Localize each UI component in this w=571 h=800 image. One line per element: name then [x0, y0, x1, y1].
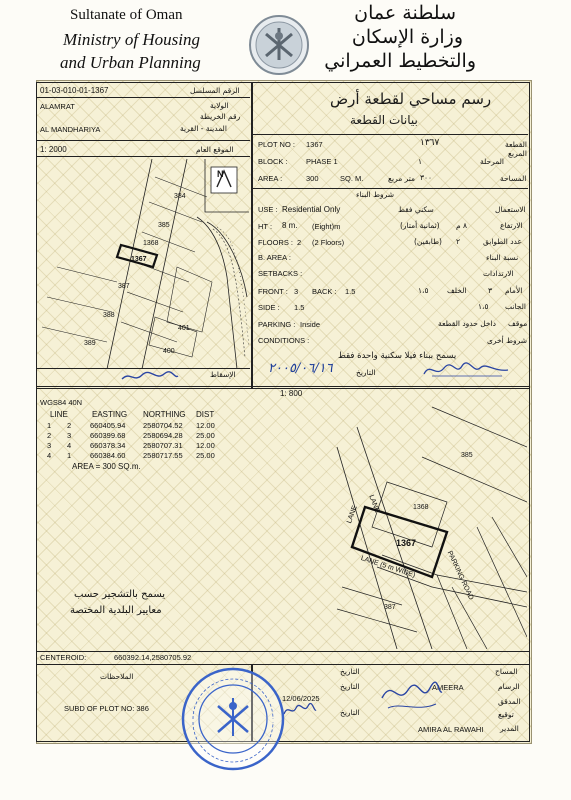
- wilayat-ar: الولاية: [210, 101, 229, 110]
- back-label: BACK :: [312, 287, 337, 296]
- side-label: SIDE :: [258, 303, 280, 312]
- building-area-ar: نسبة البناء: [486, 253, 519, 262]
- height-ar-value: ٨ م: [456, 221, 468, 230]
- height-value: 8 m.: [282, 221, 298, 230]
- director-en: AMIRA AL RAWAHI: [418, 725, 484, 734]
- date2-value: 12/06/2025: [282, 694, 320, 703]
- date3-ar: التاريخ: [340, 708, 360, 717]
- setbacks-label: SETBACKS :: [258, 269, 303, 278]
- remarks-label-ar: الملاحظات: [100, 672, 134, 681]
- oman-emblem-icon: [248, 14, 310, 76]
- floors-note: (2 Floors): [312, 238, 345, 247]
- conditions-label: CONDITIONS :: [258, 336, 310, 345]
- conditions-ar: شروط أخرى: [487, 336, 528, 345]
- centroid-value: 660392.14,2580705.92: [114, 653, 192, 662]
- serial-label-ar: الرقم المسلسل: [190, 86, 240, 95]
- height-ar: الارتفاع: [500, 221, 523, 230]
- detail-label-1367: 1367: [396, 538, 417, 548]
- divider: [252, 188, 528, 189]
- detail-map-scale: 1: 800: [280, 389, 303, 398]
- coords-dist: 12.00: [196, 441, 215, 450]
- coords-easting: 660378.34: [90, 441, 126, 450]
- header-planning-en: and Urban Planning: [60, 53, 201, 72]
- header-sultanate-ar: سلطنة عمان: [354, 2, 456, 24]
- date-label-ar: التاريخ: [356, 368, 376, 377]
- block-label: BLOCK :: [258, 157, 288, 166]
- title-box-ar: رسم مساحي لقطعة أرض: [330, 90, 492, 108]
- draftsman-en: AMEERA: [432, 683, 464, 692]
- planting-note-ar-2: معايير البلدية المختصة: [70, 605, 162, 616]
- detail-label-lane-left: LANE: [346, 504, 359, 525]
- site-label-400: 400: [163, 348, 175, 355]
- header-ministry-en: Ministry of Housing: [63, 30, 200, 49]
- detail-label-parking-road: PARKING ROAD: [445, 550, 475, 602]
- divider: [252, 134, 528, 135]
- handwritten-date: ٢٠٠٥/٠٦/١٦: [268, 361, 333, 376]
- coords-northing: 2580704.52: [143, 421, 183, 430]
- side-value: 1.5: [294, 303, 305, 312]
- wilayat-en: ALAMRAT: [40, 102, 75, 111]
- block-value: PHASE 1: [306, 157, 338, 166]
- draftsman-ar: الرسام: [498, 682, 520, 691]
- floors-label: FLOORS :: [258, 238, 294, 247]
- area-value: 300: [306, 174, 319, 183]
- subdivision-note: SUBD OF PLOT NO: 386: [64, 704, 149, 713]
- village-ar: المدينة - القرية: [180, 124, 227, 133]
- coords-northing: 2580707.31: [143, 441, 183, 450]
- coords-from: 1: [47, 421, 52, 430]
- conditions-header-ar: شروط البناء: [356, 190, 395, 199]
- site-label-1368: 1368: [143, 240, 159, 247]
- signature-mark-icon: [378, 668, 446, 714]
- area-ar-value: ٣٠٠: [420, 173, 433, 182]
- block-ar-value: ١: [418, 157, 423, 166]
- front-label: FRONT :: [258, 287, 288, 296]
- signature-mark-icon: [422, 358, 510, 382]
- floors-ar: عدد الطوابق: [483, 237, 522, 246]
- site-label-388: 388: [103, 312, 115, 319]
- area-label: AREA :: [258, 174, 283, 183]
- coords-header-dist: DIST: [196, 410, 215, 419]
- coords-from: 4: [47, 451, 52, 460]
- coords-header-easting: EASTING: [92, 410, 128, 419]
- site-label-401: 401: [178, 325, 190, 332]
- detail-label-lane-upper: LANE: [367, 494, 381, 514]
- surveyor-ar: المساح: [495, 667, 518, 676]
- side-ar-value: ١،٥: [478, 302, 489, 311]
- front-ar-value: ٣: [488, 286, 493, 295]
- plot-no-value: 1367: [306, 140, 323, 149]
- site-label-1367: 1367: [131, 256, 147, 263]
- planting-note-ar-1: يسمح بالتشجير حسب: [74, 589, 166, 600]
- use-ar: الاستعمال: [495, 205, 526, 214]
- side-ar: الجانب: [505, 302, 526, 311]
- coords-header-northing: NORTHING: [143, 410, 186, 419]
- centroid-label: CENTEROID:: [40, 653, 87, 662]
- detail-label-387: 387: [384, 604, 396, 611]
- detail-label-1368: 1368: [413, 504, 429, 511]
- plot-no-ar: القطعة: [505, 140, 527, 149]
- checker-ar: المدقق: [498, 697, 521, 706]
- height-label: HT :: [258, 222, 273, 231]
- remarks-label-ar: الإسقاط: [210, 370, 236, 379]
- divider: [36, 97, 250, 98]
- parking-label: PARKING :: [258, 320, 296, 329]
- building-area-label: B. AREA :: [258, 253, 291, 262]
- coords-northing: 2580694.28: [143, 431, 183, 440]
- parking-ar-value: داخل حدود القطعة: [438, 319, 496, 328]
- block-ar: المرحلة: [480, 157, 504, 166]
- director-ar: المدير: [500, 724, 519, 733]
- site-label-389: 389: [84, 340, 96, 347]
- coords-easting: 660384.60: [90, 451, 126, 460]
- serial-number: 01-03-010-01-1367: [40, 86, 109, 95]
- date2-ar: التاريخ: [340, 682, 360, 691]
- back-ar: الخلف: [447, 286, 467, 295]
- header-sultanate-en: Sultanate of Oman: [70, 7, 183, 23]
- coords-from: 3: [47, 441, 52, 450]
- back-value: 1.5: [345, 287, 356, 296]
- coords-northing: 2580717.55: [143, 451, 183, 460]
- coords-dist: 25.00: [196, 431, 215, 440]
- coords-to: 3: [67, 431, 72, 440]
- villa-note-ar: يسمح ببناء فيلا سكنية واحدة فقط: [338, 351, 457, 361]
- coords-dist: 12.00: [196, 421, 215, 430]
- coords-dist: 25.00: [196, 451, 215, 460]
- coords-to: 2: [67, 421, 72, 430]
- area-unit: SQ. M.: [340, 174, 364, 183]
- use-label: USE :: [258, 205, 278, 214]
- header-planning-ar: والتخطيط العمراني: [324, 50, 476, 72]
- coords-area: AREA = 300 SQ.m.: [72, 462, 141, 471]
- site-plan-map: [37, 157, 249, 369]
- parking-value: Inside: [300, 320, 321, 329]
- site-plan-scale: 1: 2000: [40, 145, 67, 154]
- floors-ar-value: ٢: [456, 237, 461, 246]
- crs-label: WGS84 40N: [40, 398, 83, 407]
- back-ar-value: ١،٥: [418, 286, 429, 295]
- site-label-384: 384: [174, 193, 186, 200]
- coords-to: 4: [67, 441, 72, 450]
- signature-ar: توقيع: [498, 710, 514, 719]
- site-label-387: 387: [118, 283, 130, 290]
- coords-from: 2: [47, 431, 52, 440]
- setbacks-ar: الارتدادات: [483, 269, 514, 278]
- height-ar-note: (ثمانية أمتار): [400, 221, 440, 230]
- divider: [36, 140, 250, 141]
- coords-easting: 660405.94: [90, 421, 126, 430]
- front-ar: الأمام: [505, 286, 523, 295]
- detail-label-385: 385: [461, 452, 473, 459]
- area-ar-unit: متر مربع: [388, 174, 416, 183]
- parking-ar: موقف: [508, 319, 528, 328]
- centroid-row: [36, 650, 530, 665]
- use-value: Residential Only: [282, 205, 341, 214]
- header-ministry-ar: وزارة الإسكان: [351, 26, 463, 48]
- detail-label-lane-wide: LANE (5 m WIDE): [359, 555, 417, 580]
- coords-easting: 660399.68: [90, 431, 126, 440]
- official-stamp-icon: [178, 664, 288, 774]
- site-label-385: 385: [158, 222, 170, 229]
- square-ar: المربع: [508, 149, 527, 158]
- use-ar-value: سكني فقط: [398, 205, 434, 214]
- date1-ar: التاريخ: [340, 667, 360, 676]
- floors-value: 2: [297, 238, 302, 247]
- north-arrow-label: N: [217, 169, 224, 179]
- village-en: AL MANDHARIYA: [40, 125, 101, 134]
- plot-no-label: PLOT NO :: [258, 140, 295, 149]
- front-value: 3: [294, 287, 299, 296]
- site-plan-label-ar: الموقع العام: [196, 145, 234, 154]
- subtitle-box-ar: بيانات القطعة: [350, 113, 418, 127]
- area-ar: المساحة: [500, 174, 527, 183]
- height-note: (Eight)m: [312, 222, 341, 231]
- coords-header-line: LINE: [50, 410, 68, 419]
- floors-ar-note: (طابقين): [414, 237, 442, 246]
- map-number-ar: رقم الخريطة: [200, 112, 241, 121]
- plot-no-ar-value: ١٣٦٧: [420, 138, 440, 148]
- coords-to: 1: [67, 451, 72, 460]
- signature-mark-icon: [120, 369, 180, 385]
